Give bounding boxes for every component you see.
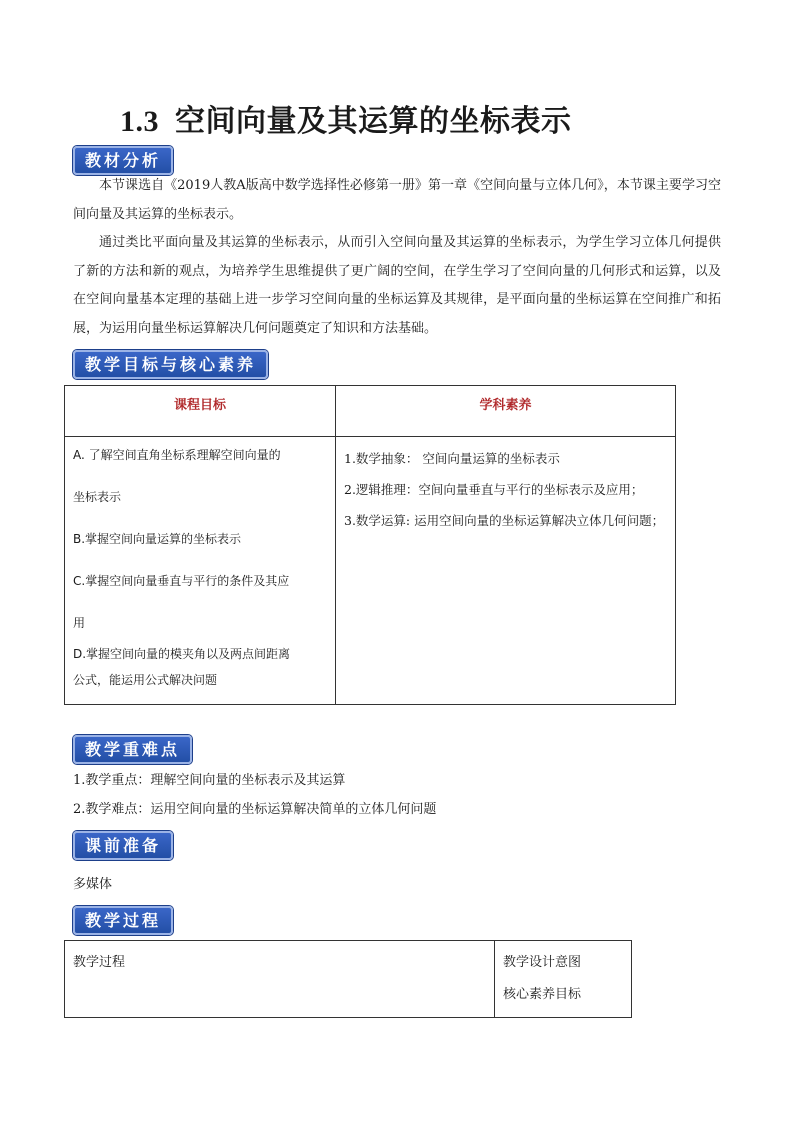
section-badge-key-points: 教学重难点 — [73, 735, 192, 764]
process-table — [64, 940, 632, 1018]
goal-b: B.掌握空间向量运算的坐标表示 — [73, 532, 242, 546]
literacy-2: 2.逻辑推理：空间向量垂直与平行的坐标表示及应用； — [344, 482, 644, 497]
process-right-cell — [495, 941, 632, 1018]
key-point-1: 1.教学重点：理解空间向量的坐标表示及其运算 — [73, 773, 346, 788]
goals-table — [64, 385, 676, 705]
literacy-1: 1.数学抽象： 空间向量运算的坐标表示 — [344, 451, 560, 466]
page-title — [120, 96, 572, 140]
goal-d-line1: D.掌握空间向量的模夹角以及两点间距离 — [73, 647, 291, 661]
course-goals-cell — [65, 437, 336, 705]
goal-a-line2: 坐标表示 — [73, 490, 122, 504]
section-badge-analysis: 教材分析 — [73, 146, 173, 175]
literacy-3: 3.数学运算: 运用空间向量的坐标运算解决立体几何问题； — [344, 513, 665, 528]
design-intent-label: 教学设计意图 — [503, 955, 582, 970]
goal-a-line1: A. 了解空间直角坐标系理解空间向量的 — [73, 448, 281, 462]
preparation-text: 多媒体 — [73, 877, 113, 892]
literacy-goal-label: 核心素养目标 — [503, 987, 582, 1002]
process-left-cell: 教学过程 — [65, 941, 495, 1018]
goal-d-line2: 公式，能运用公式解决问题 — [73, 673, 218, 687]
section-badge-process: 教学过程 — [73, 906, 173, 935]
goal-c-line1: C.掌握空间向量垂直与平行的条件及其应 — [73, 574, 290, 588]
goals-header-left: 课程目标 — [65, 386, 336, 437]
goal-c-line2: 用 — [73, 616, 86, 630]
key-point-2: 2.教学难点：运用空间向量的坐标运算解决简单的立体几何问题 — [73, 802, 437, 817]
section-number: 1.3 — [120, 105, 159, 138]
section-badge-goals: 教学目标与核心素养 — [73, 350, 268, 379]
analysis-paragraph-1: 本节课选自《2019人教A版高中数学选择性必修第一册》第一章《空间向量与立体几何》，本节课主要学习空间向量及其运算的坐标表示。 — [73, 178, 721, 222]
title-text: 空间向量及其运算的坐标表示 — [175, 104, 572, 139]
section-badge-preparation: 课前准备 — [73, 831, 173, 860]
core-literacy-cell — [336, 437, 676, 705]
goals-header-right: 学科素养 — [336, 386, 676, 437]
analysis-paragraph-2: 通过类比平面向量及其运算的坐标表示，从而引入空间向量及其运算的坐标表示，为学生学习立体几何提供了新的方法和新的观点，为培养学生思维提供了更广阔的空间，在学生学习了空间向量的几何形式和运算，以及在空间向量基本定理的基础上进一步学习空间向量的坐标运算及其规律，是平面向量的坐标运算在空间推广和拓展，为运用向量坐标运算解决几何问题奠定了知识和方法基础。 — [73, 235, 721, 336]
